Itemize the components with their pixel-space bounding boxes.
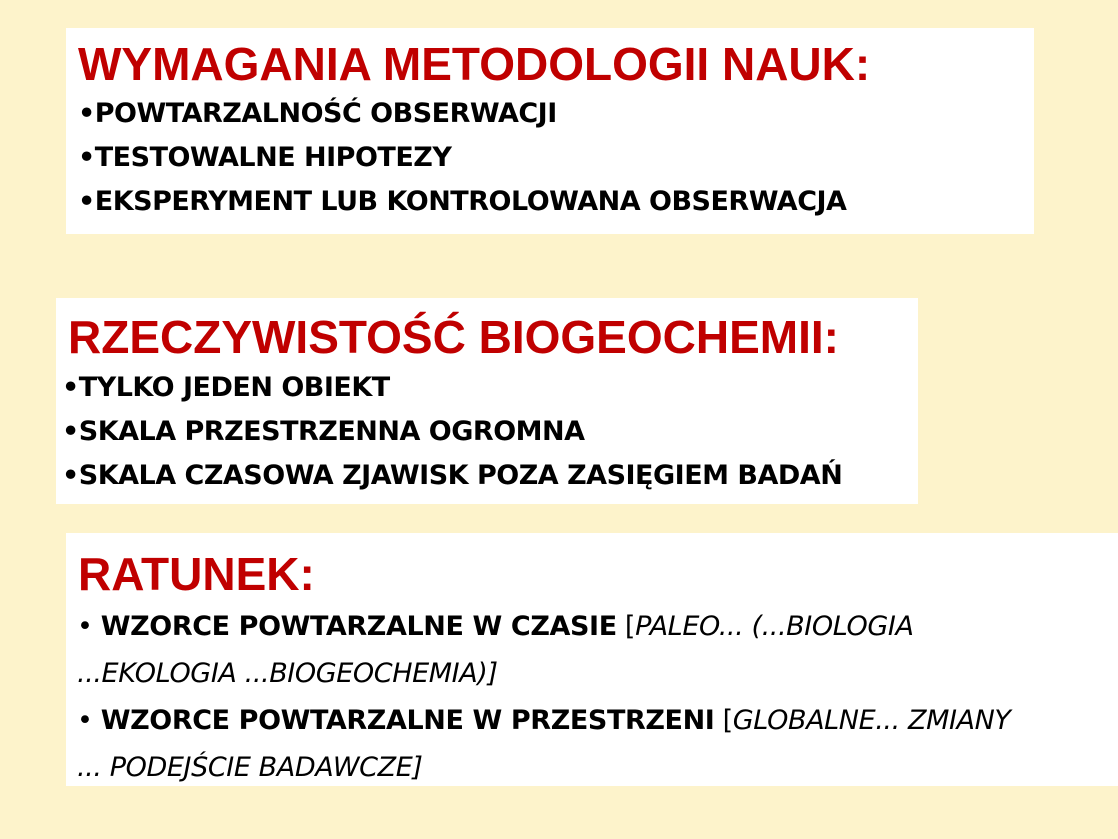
reality-item-time-scale: •SKALA CZASOWA ZJAWISK POZA ZASIĘGIEM BADAŃ: [62, 460, 843, 491]
rescue-item-time-patterns-continued: [77, 650, 1118, 697]
rescue-item-time-patterns-detail-2: ...EKOLOGIA ...BIOGEOCHEMIA)]: [77, 658, 498, 689]
rescue-item-time-patterns: [77, 603, 1118, 650]
bracket-open: [: [616, 611, 636, 642]
rescue-item-space-patterns-label: WZORCE POWTARZALNE W PRZESTRZENI: [100, 705, 715, 736]
methodology-requirements-box: [66, 28, 1034, 234]
methodology-heading: WYMAGANIA METODOLOGII NAUK:: [78, 38, 871, 90]
rescue-item-space-patterns-continued: [77, 744, 1118, 791]
rescue-item-time-patterns-label: WZORCE POWTARZALNE W CZASIE: [100, 611, 617, 642]
reality-item-spatial-scale: •SKALA PRZESTRZENNA OGROMNA: [62, 416, 585, 447]
rescue-item-space-patterns-detail-1: GLOBALNE... ZMIANY: [732, 705, 1011, 736]
rescue-item-time-patterns-detail-1: PALEO... (...BIOLOGIA: [635, 611, 914, 642]
reality-item-single-object: •TYLKO JEDEN OBIEKT: [62, 372, 390, 403]
rescue-box: [66, 533, 1118, 786]
rescue-heading: RATUNEK:: [78, 548, 315, 600]
rescue-item-space-patterns-detail-2: ... PODEJŚCIE BADAWCZE]: [77, 752, 423, 783]
biogeochemistry-reality-box: [56, 298, 918, 504]
rescue-item-space-patterns: [77, 697, 1118, 744]
biogeochemistry-heading: RZECZYWISTOŚĆ BIOGEOCHEMII:: [68, 311, 839, 363]
bracket-open: [: [714, 705, 733, 736]
methodology-item-experiment: •EKSPERYMENT LUB KONTROLOWANA OBSERWACJA: [78, 186, 847, 217]
methodology-item-testable-hypotheses: •TESTOWALNE HIPOTEZY: [78, 142, 452, 173]
bullet-glyph: •: [77, 705, 101, 736]
bullet-glyph: •: [77, 611, 101, 642]
methodology-item-repeatability: •POWTARZALNOŚĆ OBSERWACJI: [78, 98, 557, 129]
